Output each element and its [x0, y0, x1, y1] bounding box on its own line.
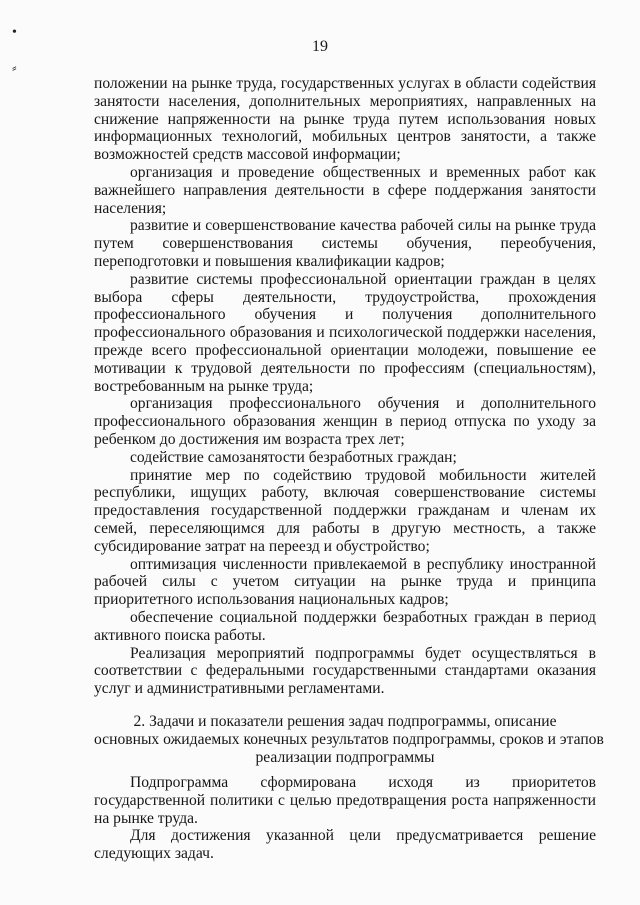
paragraph: развитие системы профессиональной ориентации граждан в целях выбора сферы деятельности, трудоустройства, прохождения профессионального обучения и получения дополнительного профессионального образования и психологической поддержки населения, прежде всего профессиональной ориентации молодежи, повышение ее мотивации к трудовой деятельности по профессиям (специальностям), востребованным на рынке труда; [94, 270, 596, 395]
paragraph: Реализация мероприятий подпрограммы будет осуществляться в соответствии с федеральными государственными стандартами оказания услуг и административными регламентами. [94, 644, 596, 698]
margin-dash-mark: ⸗ [12, 61, 17, 76]
document-body [94, 75, 596, 698]
section-heading [94, 713, 604, 766]
page-number: 19 [312, 38, 328, 55]
section-intro [94, 774, 596, 863]
paragraph: обеспечение социальной поддержки безработных граждан в период активного поиска работы. [94, 608, 596, 644]
paragraph: Для достижения указанной цели предусматривается решение следующих задач. [94, 827, 596, 863]
section-heading-line: реализации подпрограммы [255, 748, 435, 766]
paragraph: положении на рынке труда, государственных услугах в области содействия занятости населения, дополнительных мероприятиях, направленных на снижение напряженности на рынке труда путем использования новых информационных технологий, мобильных центров занятости, а также возможностей средств массовой информации; [94, 75, 596, 164]
paragraph: содействие самозанятости безработных граждан; [130, 448, 457, 466]
margin-dot-mark: • [12, 25, 17, 40]
paragraph: организация и проведение общественных и временных работ как важнейшего направления деятельности в сфере поддержания занятости населения; [94, 163, 596, 217]
paragraph: оптимизация численности привлекаемой в республику иностранной рабочей силы с учетом ситуации на рынке труда и принципа приоритетного использования национальных кадров; [94, 555, 596, 609]
section-heading-line: основных ожидаемых конечных результатов подпрограммы, сроков и этапов [94, 730, 604, 748]
paragraph: принятие мер по содействию трудовой мобильности жителей республики, ищущих работу, включая совершенствование системы предоставления государственной поддержки гражданам и членам их семей, переселяющимся для работы в другую местность, а также субсидирование затрат на переезд и обустройство; [94, 466, 596, 555]
paragraph: организация профессионального обучения и дополнительного профессионального образования женщин в период отпуска по уходу за ребенком до достижения им возраста трех лет; [94, 395, 596, 448]
paragraph: развитие и совершенствование качества рабочей силы на рынке труда путем совершенствования системы обучения, переобучения, переподготовки и повышения квалификации кадров; [94, 217, 596, 270]
section-heading-line: 2. Задачи и показатели решения задач подпрограммы, описание [133, 713, 557, 730]
paragraph: Подпрограмма сформирована исходя из приоритетов государственной политики с целью предотвращения роста напряженности на рынке труда. [94, 774, 596, 827]
